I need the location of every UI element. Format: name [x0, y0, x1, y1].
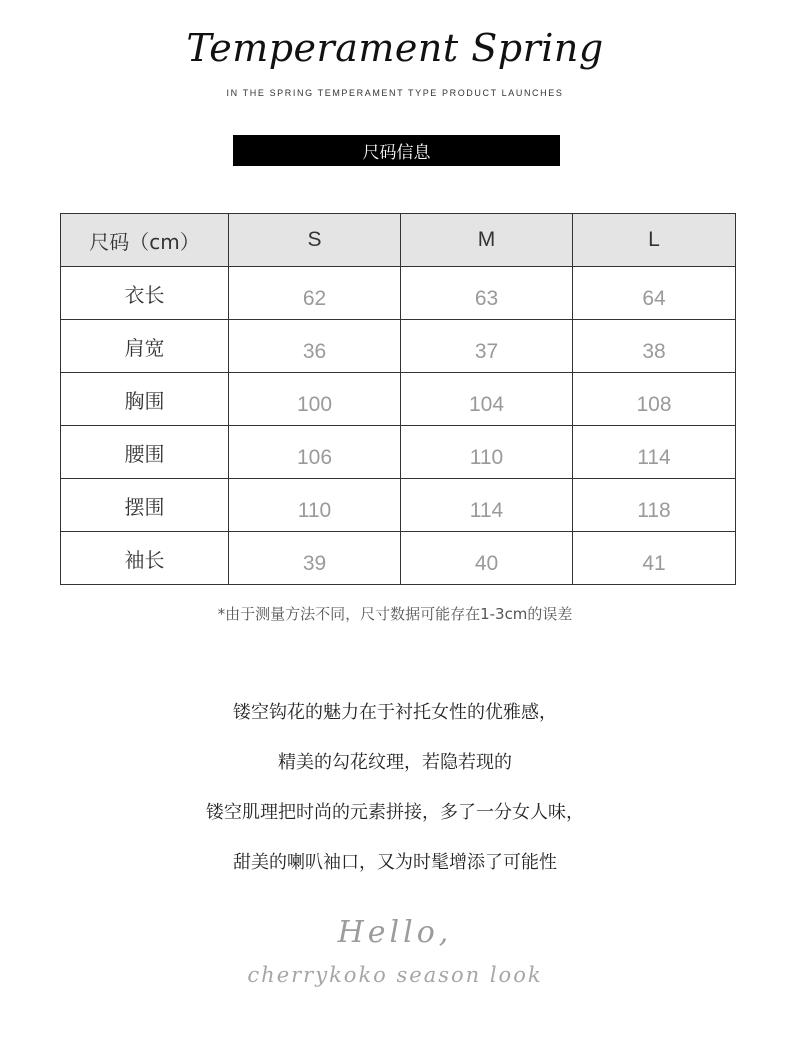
table-row — [61, 426, 736, 479]
description-line: 镂空肌理把时尚的元素拼接，多了一分女人味， — [206, 802, 584, 823]
table-cell: 108 — [573, 373, 736, 426]
table-header-s: S — [229, 214, 401, 267]
table-cell: 36 — [229, 320, 401, 373]
row-label: 衣长 — [61, 267, 229, 320]
table-cell: 114 — [401, 479, 573, 532]
table-cell: 62 — [229, 267, 401, 320]
row-label: 摆围 — [61, 479, 229, 532]
description-line: 镂空钩花的魅力在于衬托女性的优雅感， — [233, 702, 557, 723]
table-row — [61, 479, 736, 532]
table-cell: 104 — [401, 373, 573, 426]
table-header-m: M — [401, 214, 573, 267]
table-cell: 37 — [401, 320, 573, 373]
table-cell: 110 — [401, 426, 573, 479]
table-cell: 41 — [573, 532, 736, 585]
brand-title: Temperament Spring — [186, 26, 604, 70]
table-cell: 106 — [229, 426, 401, 479]
table-row — [61, 373, 736, 426]
brand-tagline: IN THE SPRING TEMPERAMENT TYPE PRODUCT LAUNCHES — [226, 88, 564, 98]
row-label: 肩宽 — [61, 320, 229, 373]
table-header-row — [61, 214, 736, 267]
measurement-note: *由于测量方法不同，尺寸数据可能存在1-3cm的误差 — [217, 605, 573, 623]
table-row — [61, 532, 736, 585]
table-cell: 39 — [229, 532, 401, 585]
table-header-l: L — [573, 214, 736, 267]
row-label: 胸围 — [61, 373, 229, 426]
table-cell: 114 — [573, 426, 736, 479]
table-row — [61, 320, 736, 373]
table-cell: 64 — [573, 267, 736, 320]
row-label: 袖长 — [61, 532, 229, 585]
table-header-size-cm: 尺码（cm） — [61, 214, 229, 267]
hello-script: Hello, — [337, 915, 453, 950]
description-line: 甜美的喇叭袖口，又为时髦增添了可能性 — [233, 852, 557, 873]
row-label: 腰围 — [61, 426, 229, 479]
table-cell: 38 — [573, 320, 736, 373]
table-cell: 40 — [401, 532, 573, 585]
season-script: cherrykoko season look — [247, 963, 543, 987]
section-banner: 尺码信息 — [233, 135, 560, 166]
table-row — [61, 267, 736, 320]
table-cell: 118 — [573, 479, 736, 532]
size-chart-table — [60, 213, 736, 585]
table-cell: 100 — [229, 373, 401, 426]
table-cell: 63 — [401, 267, 573, 320]
table-cell: 110 — [229, 479, 401, 532]
description-line: 精美的勾花纹理，若隐若现的 — [278, 752, 512, 773]
